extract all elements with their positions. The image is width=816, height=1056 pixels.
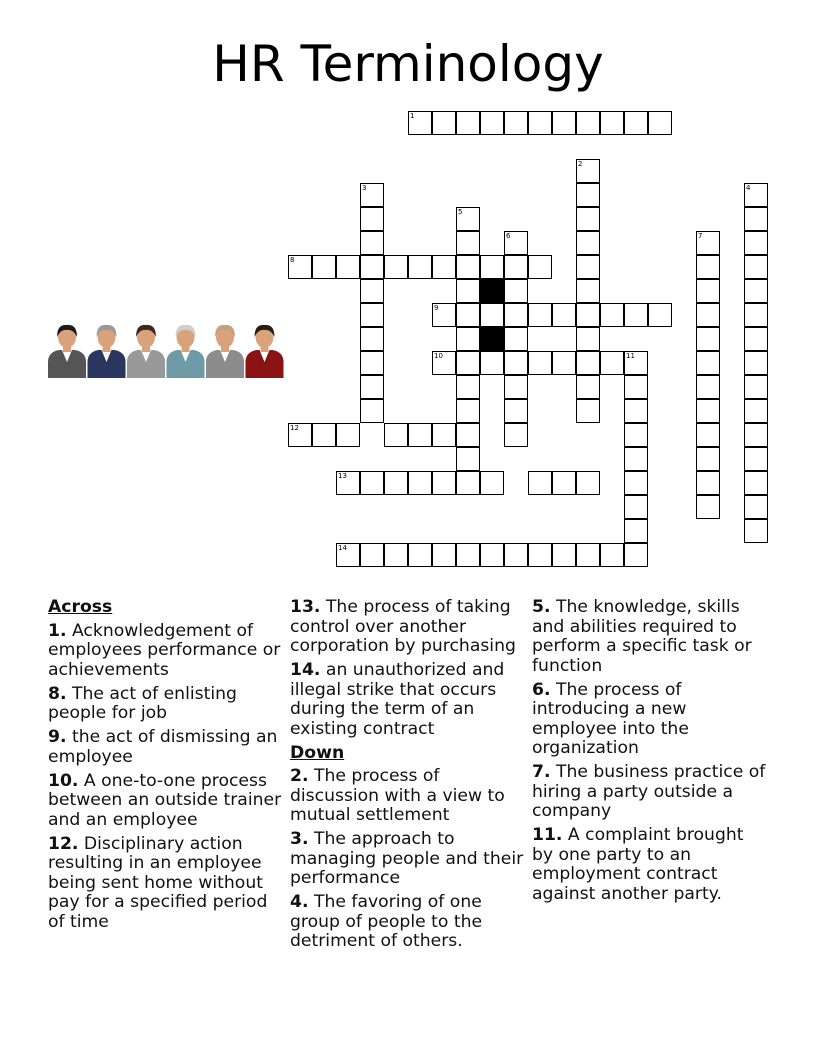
grid-cell[interactable] <box>696 399 720 423</box>
grid-cell[interactable] <box>360 543 384 567</box>
grid-cell[interactable] <box>696 471 720 495</box>
clue-text: The knowledge, skills and abilities required to perform a specific task or function <box>532 597 752 676</box>
grid-cell[interactable] <box>624 495 648 519</box>
grid-cell[interactable] <box>432 111 456 135</box>
clue-text: The process of taking control over another corporation by purchasing <box>290 597 516 656</box>
grid-cell-number: 3 <box>362 184 367 192</box>
grid-cell[interactable] <box>552 303 576 327</box>
grid-cell[interactable] <box>624 519 648 543</box>
grid-cell[interactable] <box>576 375 600 399</box>
grid-cell[interactable] <box>360 471 384 495</box>
grid-cell[interactable] <box>696 303 720 327</box>
grid-cell-number: 13 <box>338 472 347 480</box>
grid-cell[interactable] <box>624 111 648 135</box>
grid-cell[interactable] <box>528 543 552 567</box>
grid-cell[interactable] <box>504 327 528 351</box>
grid-cell[interactable] <box>624 447 648 471</box>
grid-cell[interactable] <box>456 327 480 351</box>
grid-cell[interactable] <box>360 375 384 399</box>
grid-cell-number: 2 <box>578 160 583 168</box>
grid-cell-number: 5 <box>458 208 463 216</box>
grid-cell[interactable] <box>312 255 336 279</box>
grid-cell[interactable] <box>624 375 648 399</box>
grid-cell[interactable] <box>696 351 720 375</box>
grid-cell[interactable] <box>576 231 600 255</box>
grid-cell[interactable] <box>552 111 576 135</box>
grid-cell[interactable] <box>576 303 600 327</box>
clue-number: 6. <box>532 679 551 700</box>
grid-cell[interactable] <box>528 255 552 279</box>
clue-text: Acknowledgement of employees performance or achievements <box>48 620 281 680</box>
clue-text: The favoring of one group of people to the detriment of others. <box>290 892 483 951</box>
clue-text: The approach to managing people and their performance <box>290 829 524 888</box>
grid-cell[interactable] <box>576 255 600 279</box>
grid-cell[interactable] <box>408 471 432 495</box>
grid-cell[interactable] <box>576 327 600 351</box>
grid-cell[interactable] <box>432 423 456 447</box>
grid-cell[interactable] <box>504 423 528 447</box>
grid-cell[interactable] <box>624 543 648 567</box>
grid-cell[interactable] <box>360 303 384 327</box>
grid-cell[interactable] <box>456 111 480 135</box>
grid-cell[interactable] <box>504 111 528 135</box>
grid-cell[interactable] <box>504 303 528 327</box>
grid-cell[interactable] <box>384 423 408 447</box>
grid-cell-black <box>480 279 504 303</box>
clue-across-10 <box>48 772 286 831</box>
grid-cell[interactable] <box>528 351 552 375</box>
grid-cell[interactable] <box>360 231 384 255</box>
grid-cell[interactable] <box>384 255 408 279</box>
grid-cell[interactable] <box>480 303 504 327</box>
grid-cell[interactable] <box>624 399 648 423</box>
grid-cell[interactable] <box>552 543 576 567</box>
grid-cell-number: 10 <box>434 352 443 360</box>
clues-column-1 <box>48 598 286 937</box>
grid-cell[interactable] <box>648 303 672 327</box>
clue-number: 10. <box>48 770 79 791</box>
grid-cell-number: 6 <box>506 232 511 240</box>
grid-cell[interactable] <box>576 279 600 303</box>
grid-cell[interactable] <box>408 255 432 279</box>
grid-cell[interactable] <box>744 375 768 399</box>
grid-cell[interactable] <box>696 375 720 399</box>
grid-cell[interactable] <box>696 495 720 519</box>
grid-cell[interactable] <box>696 279 720 303</box>
clue-number: 5. <box>532 597 551 617</box>
grid-cell[interactable] <box>360 327 384 351</box>
grid-cell[interactable] <box>384 471 408 495</box>
grid-cell[interactable] <box>384 543 408 567</box>
clue-down-2 <box>290 767 528 826</box>
grid-cell[interactable] <box>480 111 504 135</box>
grid-cell[interactable] <box>744 231 768 255</box>
clue-across-9 <box>48 728 286 767</box>
grid-cell[interactable] <box>744 471 768 495</box>
grid-cell[interactable] <box>576 111 600 135</box>
grid-cell[interactable] <box>432 471 456 495</box>
clue-number: 12. <box>48 833 79 854</box>
grid-cell[interactable] <box>600 111 624 135</box>
clue-down-3 <box>290 830 528 889</box>
grid-cell[interactable] <box>744 351 768 375</box>
grid-cell[interactable] <box>744 519 768 543</box>
grid-cell[interactable] <box>744 423 768 447</box>
clue-text: Disciplinary action resulting in an employee being sent home without pay for a specified period of time <box>48 833 268 932</box>
clue-across-14 <box>290 661 528 739</box>
grid-cell[interactable] <box>624 303 648 327</box>
grid-cell[interactable] <box>504 255 528 279</box>
grid-cell[interactable] <box>528 111 552 135</box>
grid-cell-number: 12 <box>290 424 299 432</box>
grid-cell[interactable] <box>432 255 456 279</box>
grid-cell[interactable] <box>600 303 624 327</box>
clue-number: 14. <box>290 660 321 680</box>
clue-number: 11. <box>532 825 563 845</box>
grid-cell[interactable] <box>504 399 528 423</box>
grid-cell[interactable] <box>360 351 384 375</box>
grid-cell[interactable] <box>480 471 504 495</box>
grid-cell[interactable] <box>360 207 384 231</box>
grid-cell[interactable] <box>480 543 504 567</box>
grid-cell[interactable] <box>624 423 648 447</box>
clue-across-13 <box>290 598 528 657</box>
grid-cell[interactable] <box>528 303 552 327</box>
clue-number: 13. <box>290 597 321 617</box>
grid-cell[interactable] <box>744 207 768 231</box>
grid-cell[interactable] <box>456 447 480 471</box>
grid-cell[interactable] <box>552 351 576 375</box>
clue-down-5 <box>532 598 770 676</box>
grid-cell[interactable] <box>336 423 360 447</box>
clue-number: 9. <box>48 727 67 747</box>
grid-cell[interactable] <box>648 111 672 135</box>
grid-cell[interactable] <box>744 327 768 351</box>
clue-down-6 <box>532 681 770 759</box>
grid-cell[interactable] <box>408 543 432 567</box>
clue-across-1 <box>48 622 286 681</box>
grid-cell[interactable] <box>504 279 528 303</box>
page-title: HR Terminology <box>212 35 604 93</box>
clue-text: the act of dismissing an employee <box>48 727 278 767</box>
grid-cell[interactable] <box>456 231 480 255</box>
grid-cell[interactable] <box>744 303 768 327</box>
grid-cell[interactable] <box>744 447 768 471</box>
grid-cell[interactable] <box>696 327 720 351</box>
grid-cell[interactable] <box>744 279 768 303</box>
across-heading: Across <box>48 597 113 617</box>
clue-across-12 <box>48 835 286 933</box>
down-heading: Down <box>290 742 345 763</box>
grid-cell-number: 9 <box>434 304 439 312</box>
grid-cell[interactable] <box>456 399 480 423</box>
clue-text: The act of enlisting people for job <box>48 683 237 723</box>
grid-cell-number: 8 <box>290 256 295 264</box>
clue-text: A one-to-one process between an outside trainer and an employee <box>48 770 282 830</box>
grid-cell[interactable] <box>600 543 624 567</box>
grid-cell[interactable] <box>576 351 600 375</box>
grid-cell[interactable] <box>576 471 600 495</box>
grid-cell[interactable] <box>456 279 480 303</box>
clues-column-3 <box>532 598 770 909</box>
grid-cell[interactable] <box>432 543 456 567</box>
clue-number: 8. <box>48 683 67 704</box>
grid-cell[interactable] <box>576 543 600 567</box>
grid-cell[interactable] <box>456 255 480 279</box>
grid-cell[interactable] <box>576 399 600 423</box>
clue-number: 3. <box>290 829 309 849</box>
grid-cell[interactable] <box>336 255 360 279</box>
grid-cell[interactable] <box>528 471 552 495</box>
clue-number: 4. <box>290 892 309 912</box>
grid-cell[interactable] <box>696 423 720 447</box>
clue-number: 2. <box>290 766 309 786</box>
grid-cell[interactable] <box>456 471 480 495</box>
grid-cell[interactable] <box>408 423 432 447</box>
grid-cell[interactable] <box>624 471 648 495</box>
grid-cell-black <box>480 327 504 351</box>
grid-cell[interactable] <box>504 375 528 399</box>
grid-cell-number: 7 <box>698 232 703 240</box>
clue-number: 7. <box>532 762 551 782</box>
grid-cell-number: 14 <box>338 544 347 552</box>
grid-cell[interactable] <box>552 471 576 495</box>
clue-text: A complaint brought by one party to an employment contract against another party. <box>532 825 744 904</box>
grid-cell[interactable] <box>456 303 480 327</box>
grid-cell-number: 4 <box>746 184 751 192</box>
clue-down-7 <box>532 763 770 822</box>
grid-cell[interactable] <box>456 351 480 375</box>
grid-cell[interactable] <box>504 543 528 567</box>
grid-cell[interactable] <box>480 351 504 375</box>
grid-cell[interactable] <box>600 351 624 375</box>
grid-cell[interactable] <box>744 255 768 279</box>
grid-cell[interactable] <box>744 399 768 423</box>
people-illustration <box>47 322 287 378</box>
clue-text: The process of discussion with a view to mutual settlement <box>290 766 505 825</box>
grid-cell[interactable] <box>456 543 480 567</box>
clue-text: The business practice of hiring a party outside a company <box>532 762 766 821</box>
clue-down-11 <box>532 826 770 904</box>
grid-cell[interactable] <box>480 255 504 279</box>
grid-cell[interactable] <box>576 183 600 207</box>
grid-cell[interactable] <box>360 279 384 303</box>
grid-cell[interactable] <box>456 375 480 399</box>
grid-cell[interactable] <box>696 447 720 471</box>
clue-text: an unauthorized and illegal strike that occurs during the term of an existing contract <box>290 660 505 739</box>
grid-cell[interactable] <box>744 495 768 519</box>
grid-cell[interactable] <box>360 255 384 279</box>
grid-cell[interactable] <box>576 207 600 231</box>
grid-cell-number: 11 <box>626 352 635 360</box>
clues-column-2 <box>290 598 528 956</box>
clue-number: 1. <box>48 620 67 641</box>
grid-cell[interactable] <box>504 351 528 375</box>
clue-down-4 <box>290 893 528 952</box>
grid-cell[interactable] <box>456 423 480 447</box>
grid-cell[interactable] <box>360 399 384 423</box>
clue-across-8 <box>48 685 286 724</box>
grid-cell[interactable] <box>696 255 720 279</box>
clue-text: The process of introducing a new employee into the organization <box>532 679 689 758</box>
grid-cell[interactable] <box>312 423 336 447</box>
grid-cell-number: 1 <box>410 112 415 120</box>
